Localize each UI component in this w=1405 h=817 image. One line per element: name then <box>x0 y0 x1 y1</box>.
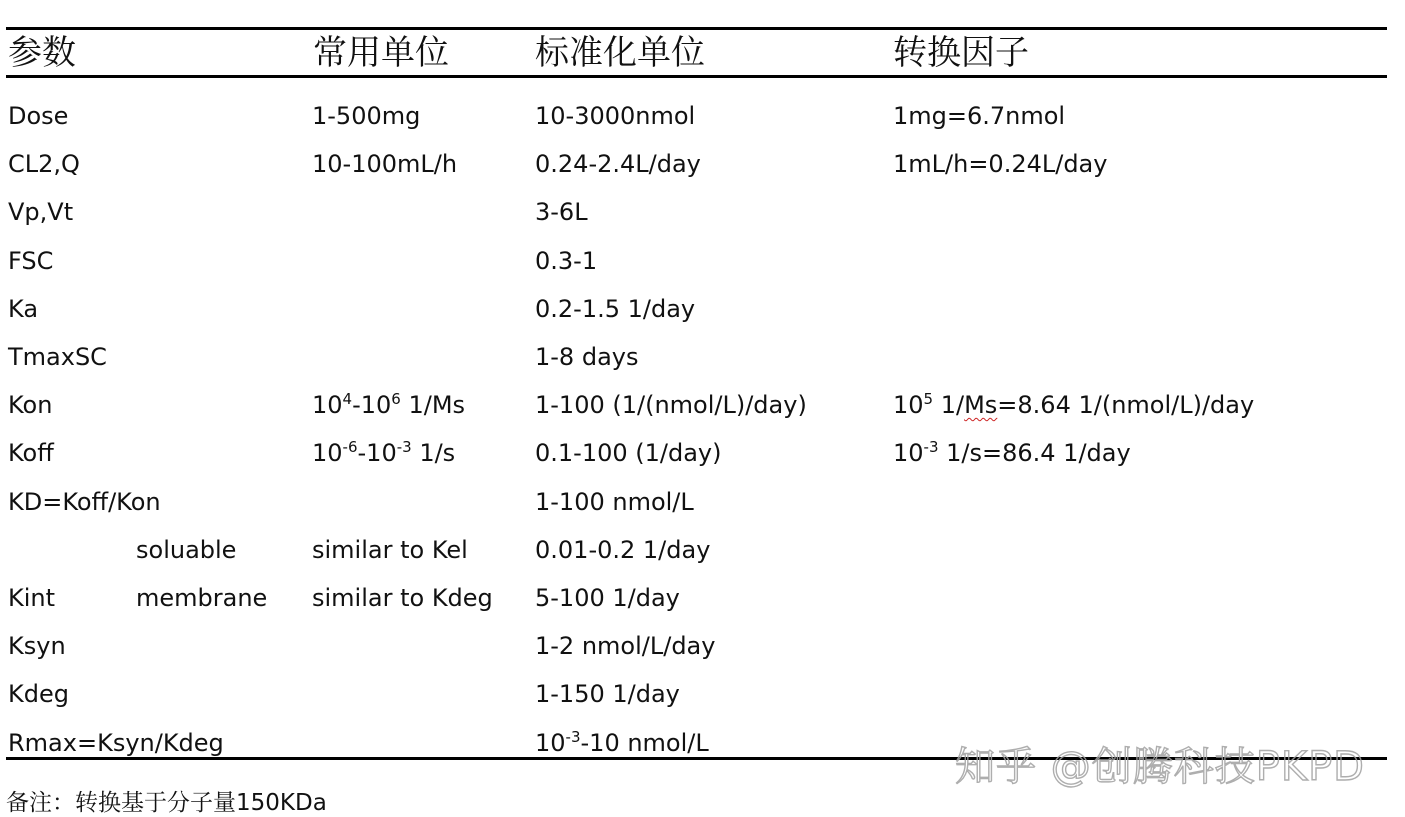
header-conversion-factor: 转换因子 <box>893 33 1029 73</box>
cell-parameter: Vp,Vt <box>8 198 74 226</box>
cell-parameter: Koff <box>8 439 54 467</box>
cell-standard-unit: 0.2-1.5 1/day <box>535 295 696 323</box>
text-segment: -10 <box>352 391 392 419</box>
header-common-unit: 常用单位 <box>313 33 449 73</box>
exponent: -6 <box>342 438 358 456</box>
text-segment: -10 nmol/L <box>580 729 709 757</box>
cell-standard-unit: 5-100 1/day <box>535 584 680 612</box>
watermark: 知乎 @创腾科技PKPD <box>955 744 1365 790</box>
cell-parameter: CL2,Q <box>8 150 80 178</box>
text-segment: 10 <box>312 439 343 467</box>
cell-standard-unit: 1-8 days <box>535 343 639 371</box>
cell-standard-unit: 10-3000nmol <box>535 102 696 130</box>
cell-common-unit: similar to Kel <box>312 536 468 564</box>
cell-common-unit: 1-500mg <box>312 102 421 130</box>
text-segment: 10 <box>535 729 566 757</box>
cell-parameter: TmaxSC <box>8 343 107 371</box>
text-segment: 1/s=86.4 1/day <box>938 439 1131 467</box>
text-segment: 10 <box>312 391 343 419</box>
cell-target-type: soluable <box>136 536 237 564</box>
cell-parameter: FSC <box>8 247 54 275</box>
table-top-rule <box>6 27 1387 30</box>
exponent: -3 <box>565 728 581 746</box>
cell-target-type: membrane <box>136 584 268 612</box>
exponent: -3 <box>396 438 412 456</box>
table-header-rule <box>6 75 1387 78</box>
cell-parameter: Ksyn <box>8 632 66 660</box>
text-segment: 1/ <box>933 391 965 419</box>
exponent: 4 <box>342 390 353 408</box>
cell-standard-unit <box>535 728 709 757</box>
cell-common-unit: 10-100mL/h <box>312 150 458 178</box>
cell-parameter: Kdeg <box>8 680 69 708</box>
exponent: -3 <box>923 438 939 456</box>
cell-parameter: Kint <box>8 584 56 612</box>
cell-standard-unit: 3-6L <box>535 198 588 226</box>
exponent: 5 <box>923 390 934 408</box>
cell-parameter: Ka <box>8 295 39 323</box>
cell-conversion-factor <box>893 390 1255 419</box>
header-parameter: 参数 <box>8 33 76 73</box>
text-segment: =8.64 1/(nmol/L)/day <box>997 391 1255 419</box>
spellcheck-underlined-text: Ms <box>964 391 998 419</box>
header-standard-unit: 标准化单位 <box>535 33 705 73</box>
cell-standard-unit: 1-150 1/day <box>535 680 680 708</box>
text-segment: -10 <box>357 439 397 467</box>
cell-common-unit: similar to Kdeg <box>312 584 493 612</box>
cell-parameter: Dose <box>8 102 69 130</box>
cell-standard-unit: 1-2 nmol/L/day <box>535 632 716 660</box>
cell-conversion-factor: 1mg=6.7nmol <box>893 102 1066 130</box>
cell-parameter: Rmax=Ksyn/Kdeg <box>8 729 224 757</box>
cell-standard-unit: 0.24-2.4L/day <box>535 150 701 178</box>
text-segment: 1/s <box>411 439 456 467</box>
cell-parameter: Kon <box>8 391 53 419</box>
text-segment: 10 <box>893 391 924 419</box>
cell-conversion-factor: 1mL/h=0.24L/day <box>893 150 1108 178</box>
cell-conversion-factor <box>893 438 1131 467</box>
exponent: 6 <box>391 390 401 408</box>
cell-standard-unit: 1-100 (1/(nmol/L)/day) <box>535 391 807 419</box>
cell-standard-unit: 0.1-100 (1/day) <box>535 439 722 467</box>
text-segment: 1/Ms <box>400 391 466 419</box>
cell-standard-unit: 0.3-1 <box>535 247 598 275</box>
cell-standard-unit: 0.01-0.2 1/day <box>535 536 711 564</box>
cell-common-unit <box>312 438 456 467</box>
cell-common-unit <box>312 390 466 419</box>
cell-parameter: KD=Koff/Kon <box>8 488 161 516</box>
text-segment: 10 <box>893 439 924 467</box>
cell-standard-unit: 1-100 nmol/L <box>535 488 694 516</box>
footnote: 备注：转换基于分子量150KDa <box>6 790 327 816</box>
